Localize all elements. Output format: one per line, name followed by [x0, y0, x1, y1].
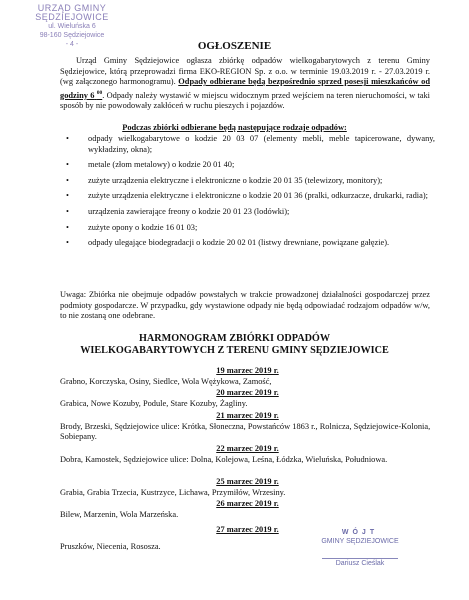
document-title: OGŁOSZENIE: [197, 40, 272, 52]
list-item: • zużyte opony o kodzie 16 01 03;: [66, 222, 198, 232]
schedule-places: Brody, Brzeski, Sędziejowice ulice: Krótka, Słoneczna, Powstańców 1863 r., Rolnicza, Sędziejowice-Kolonia, Sobiepany.: [60, 421, 431, 442]
schedule-title: [0, 333, 469, 357]
stamp-line-3: ul. Wieluńska 6: [48, 23, 96, 30]
bullet-icon: •: [66, 222, 69, 232]
time-superscript: 00: [96, 89, 103, 96]
exclusion-note: Uwaga: Zbiórka nie obejmuje odpadów powstałych w trakcie prowadzonej działalności gospodarczej przez podmioty gospodarcze. W przypadku, gdy wystawione odpady nie będą odpowiadać rodzajom odpadów w/w, to nie zostaną one odebrane.: [60, 290, 430, 321]
bullet-icon: •: [66, 238, 69, 248]
bullet-icon: •: [66, 160, 69, 170]
stamp-line-5: - 4 -: [65, 41, 79, 48]
intro-text-1: Urząd Gminy Sędziejowice ogłasza zbiórkę odpadów wielkogabarytowych z terenu Gminy Sędziejowice, którą przeprowadzi firma EKO-REGION Sp. z o.o. w terminie 19.03.2019 r. - 27.03.2019 r. (wg załączonego harmonogramu).: [60, 56, 430, 87]
schedule-day: [60, 499, 435, 520]
list-item: • urządzenia zawierające freony o kodzie 20 01 23 (lodówki);: [66, 206, 290, 216]
schedule-places: Pruszków, Niecenia, Rososza.: [60, 541, 161, 551]
signature-office: GMINY SĘDZIEJOWICE: [321, 538, 399, 545]
intro-underlined-text: Odpady odbierane będą bezpośrednio sprzed posesji mieszkańców od godziny 6 $^{00}$: [60, 77, 430, 100]
bullet-icon: •: [66, 134, 69, 143]
schedule-date: 22 marzec 2019 r.: [216, 444, 279, 453]
list-item: • metale (złom metalowy) o kodzie 20 01 40;: [66, 160, 235, 170]
signature-stamp: [312, 528, 408, 568]
schedule-date: 20 marzec 2019 r.: [216, 388, 279, 397]
stamp-line-1: URZĄD GMINY: [37, 3, 107, 13]
schedule-date: 19 marzec 2019 r.: [216, 366, 279, 375]
schedule-title-line-1: HARMONOGRAM ZBIÓRKI ODPADÓW: [138, 333, 331, 344]
waste-types-list: [60, 134, 435, 249]
schedule-day: [60, 477, 435, 498]
schedule-places: Grabica, Nowe Kozuby, Podule, Stare Kozuby, Żagliny.: [60, 398, 248, 408]
list-item: • zużyte urządzenia elektryczne i elektroniczne o kodzie 20 01 35 (telewizory, monitory);: [66, 175, 383, 185]
announcement-intro: [60, 56, 430, 112]
schedule-places: Grabia, Grabia Trzecia, Kustrzyce, Lichawa, Przymiłów, Wrzesiny.: [60, 487, 286, 497]
schedule-day: [60, 411, 435, 443]
schedule-date: 21 marzec 2019 r.: [216, 411, 279, 420]
list-item: • odpady ulegające biodegradacji o kodzie 20 02 01 (listwy drewniane, powiązane gałęzie).: [66, 238, 390, 248]
signature-title: WÓJT: [341, 529, 379, 536]
schedule-places: Dobra, Kamostek, Sędziejowice ulice: Dolna, Kolejowa, Leśna, Łódzka, Wieluńska, Południowa.: [60, 454, 388, 464]
bullet-icon: •: [66, 206, 69, 216]
schedule-title-line-2: WIELKOGABARYTOWYCH Z TERENU GMINY SĘDZIEJOWICE: [80, 345, 389, 356]
schedule-day: [60, 366, 435, 387]
stamp-line-2: SĘDZIEJOWICE: [35, 12, 109, 22]
signature-name: Dariusz Cieślak: [335, 560, 385, 567]
schedule-places: Bilew, Marzenin, Wola Marzeńska.: [60, 509, 179, 519]
schedule-day: [60, 388, 435, 409]
bullet-icon: •: [66, 175, 69, 185]
schedule-date: 26 marzec 2019 r.: [216, 499, 279, 508]
intro-text-2: . Odpady należy wystawić w miejscu widocznym przed wejściem na teren nieruchomości, w taki sposób by nie powodowały zakłóceń w ruchu pieszych i pojazdów.: [60, 90, 431, 111]
stamp-line-4: 98-160 Sędziejowice: [39, 32, 105, 39]
schedule-places: Grabno, Korczyska, Osiny, Siedlce, Wola Wężykowa, Zamość,: [60, 376, 272, 386]
list-item: • odpady wielkogabarytowe o kodzie 20 03 07 (elementy mebli, meble tapicerowane, dywany, wykładziny, okna);: [66, 134, 435, 154]
signature-line: [322, 547, 398, 559]
schedule-date: 27 marzec 2019 r.: [216, 525, 279, 534]
schedule-day: [60, 444, 435, 465]
list-item: • zużyte urządzenia elektryczne i elektroniczne o kodzie 20 01 36 (pralki, odkurzacze, drukarki, radia);: [66, 191, 428, 201]
bullet-icon: •: [66, 191, 69, 201]
waste-types-heading: Podczas zbiórki odbierane będą następujące rodzaje odpadów:: [122, 123, 347, 132]
schedule-date: 25 marzec 2019 r.: [216, 477, 279, 486]
